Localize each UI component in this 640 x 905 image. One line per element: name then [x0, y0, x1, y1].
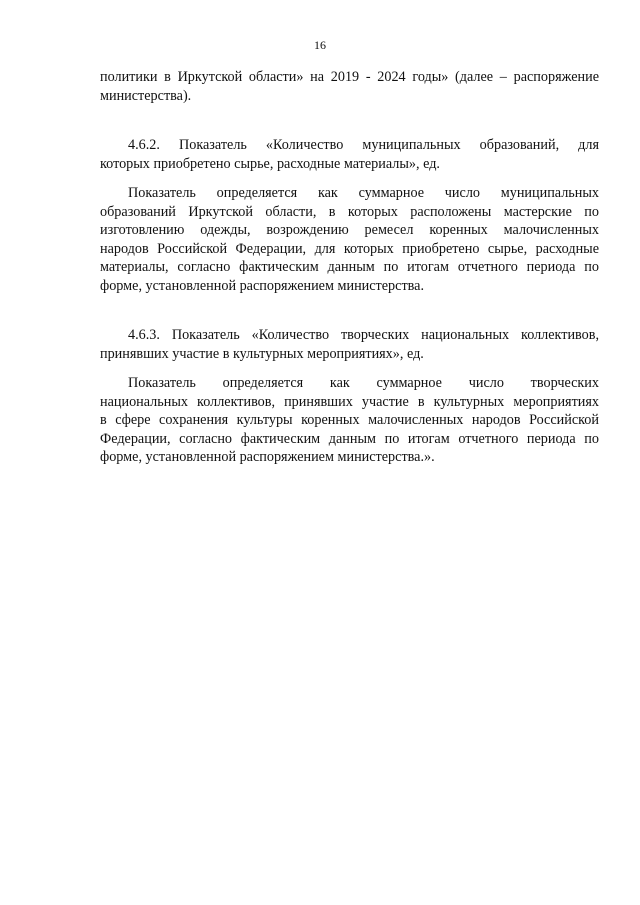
text-line: 4.6.2. Показатель «Количество муниципальных образований, для	[128, 137, 599, 153]
text-line: народов Российской Федерации, для которых приобретено сырье, расходные	[100, 240, 599, 257]
paragraph-continuation	[100, 68, 599, 105]
text-line: в сфере сохранения культуры коренных малочисленных народов Российской	[100, 412, 599, 428]
document-body	[100, 68, 599, 467]
paragraph-indicator-4-6-2	[100, 136, 599, 173]
text-line: форме, установленной распоряжением министерства.	[100, 277, 424, 294]
text-line: форме, установленной распоряжением министерства.».	[100, 449, 435, 465]
text-line: принявших участие в культурных мероприятиях», ед.	[100, 345, 424, 362]
text-line: материалы, согласно фактическим данным по итогам отчетного периода по	[100, 259, 599, 275]
text-line: политики в Иркутской области» на 2019 - 2024 годы» (далее – распоряжение	[100, 69, 599, 85]
paragraph-definition-4-6-2	[100, 184, 599, 295]
text-line: 4.6.3. Показатель «Количество творческих национальных коллективов,	[128, 327, 599, 343]
text-line: образований Иркутской области, в которых расположены мастерские по	[100, 203, 599, 220]
paragraph-indicator-4-6-3	[100, 326, 599, 363]
page-number: 16	[314, 38, 326, 52]
paragraph-definition-4-6-3	[100, 374, 599, 467]
text-line: Показатель определяется как суммарное число муниципальных	[128, 185, 599, 201]
text-line: изготовлению одежды, возрождению ремесел коренных малочисленных	[100, 222, 599, 238]
text-line: которых приобретено сырье, расходные материалы», ед.	[100, 155, 440, 172]
text-line: национальных коллективов, принявших участие в культурных мероприятиях	[100, 393, 599, 410]
text-line: Федерации, согласно фактическим данным по итогам отчетного периода по	[100, 430, 599, 447]
text-line: министерства).	[100, 87, 192, 104]
text-line: Показатель определяется как суммарное число творческих	[128, 375, 599, 391]
